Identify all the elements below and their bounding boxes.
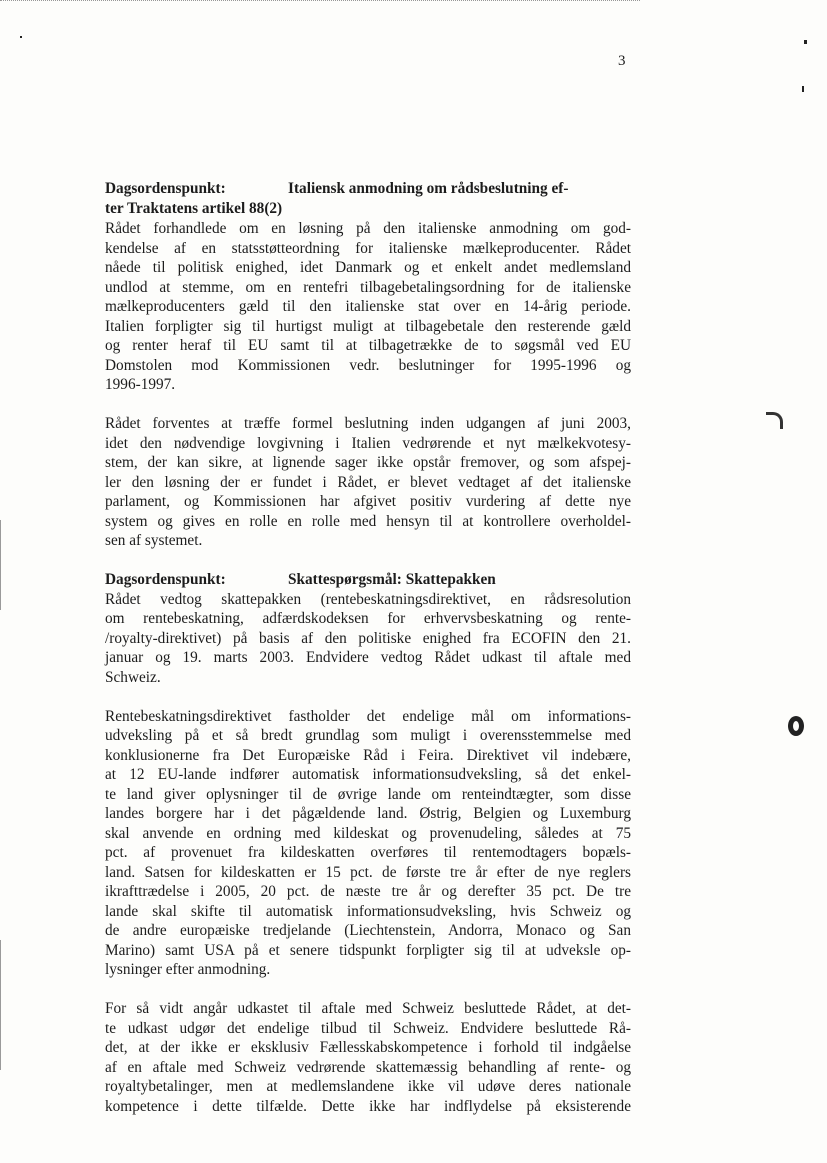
paragraph-line: om rentebeskatning, adfærdskodeksen for erhvervsbeskatning og rente-: [105, 610, 631, 627]
paragraph-line: ler den løsning der er fundet i Rådet, er blevet vedtaget af det italienske: [105, 474, 631, 491]
paragraph-line: For så vidt angår udkastet til aftale med Schweiz besluttede Rådet, at det-: [105, 1000, 631, 1017]
paragraph-line: de andre europæiske tredjelande (Liechtenstein, Andorra, Monaco og San: [105, 922, 631, 939]
paragraph-line: Italien forpligter sig til hurtigst muligt at tilbagebetale den resterende gæld: [105, 318, 631, 335]
paragraph-line: royaltybetalinger, men at medlemslandene ikke vil udøve deres nationale: [105, 1078, 631, 1095]
heading-label: Dagsordenspunkt:: [105, 180, 226, 197]
paragraph-line: ikrafttrædelse i 2005, 20 pct. de næste tre år og derefter 35 pct. De tre: [105, 883, 631, 900]
paragraph-line: stem, der kan sikre, at lignende sager ikke opstår fremover, og som afspej-: [105, 454, 631, 471]
paragraph-line: sen af systemet.: [105, 532, 203, 549]
section-heading-continued: ter Traktatens artikel 88(2): [105, 200, 283, 217]
paragraph-line: pct. af provenuet fra kildeskatten overføres til rentemodtagers bopæls-: [105, 844, 631, 861]
paragraph-line: lysninger efter anmodning.: [105, 961, 271, 978]
paragraph-line: /royalty-direktivet) på basis af den politiske enighed fra ECOFIN den 21.: [105, 630, 631, 647]
paragraph-line: landes borgere har i det pågældende land. Østrig, Belgien og Luxemburg: [105, 805, 631, 822]
heading-title: Italiensk anmodning om rådsbeslutning ef-: [288, 180, 569, 197]
paragraph-line: te land giver oplysninger til de øvrige lande om renteindtægter, som disse: [105, 786, 631, 803]
paragraph-line: 1996-1997.: [105, 376, 176, 393]
paragraph-line: nåede til politisk enighed, idet Danmark og et enkelt andet medlemsland: [105, 259, 631, 276]
paragraph-line: og renter heraf til EU samt til at tilbagetrække de to søgsmål ved EU: [105, 337, 631, 354]
paragraph-line: undlod at stemme, om en rentefri tilbagebetalingsordning for de italienske: [105, 279, 631, 296]
paragraph-line: skal anvende en ordning med kildeskat og provenudeling, således at 75: [105, 825, 631, 842]
scan-top-edge: [0, 0, 640, 3]
paragraph-line: Rådet forventes at træffe formel beslutning inden udgangen af juni 2003,: [105, 415, 631, 432]
scan-speck: [804, 40, 807, 44]
paragraph-line: januar og 19. marts 2003. Endvidere vedtog Rådet udkast til aftale med: [105, 649, 631, 666]
paragraph-line: Domstolen mod Kommissionen vedr. beslutninger for 1995-1996 og: [105, 357, 631, 374]
paragraph-line: at 12 EU-lande indfører automatisk informationsudveksling, så det enkel-: [105, 766, 631, 783]
paragraph-line: land. Satsen for kildeskatten er 15 pct. de første tre år efter de nye reglers: [105, 864, 631, 881]
paragraph-line: det, at der ikke er eksklusiv Fællesskabskompetence i forhold til indgåelse: [105, 1039, 631, 1056]
paragraph-line: idet den nødvendige lovgivning i Italien vedrørende et nyt mælkekvotesy-: [105, 435, 631, 452]
punch-hole: [788, 716, 804, 736]
scan-speck: [802, 86, 804, 92]
paragraph-line: parlament, og Kommissionen har afgivet positiv vurdering af dette nye: [105, 493, 631, 510]
paragraph-line: lande skal skifte til automatisk informationsudveksling, hvis Schweiz og: [105, 903, 631, 920]
paragraph-line: te udkast udgør det endelige tilbud til Schweiz. Endvidere besluttede Rå-: [105, 1020, 631, 1037]
paragraph-line: udveksling på et så bredt grundlag som muligt i overensstemmelse med: [105, 727, 631, 744]
paragraph-line: kendelse af en statsstøtteordning for italienske mælkeproducenter. Rådet: [105, 240, 631, 257]
section-heading: [105, 179, 631, 199]
scan-left-edge-line: [0, 940, 1, 1070]
scan-left-edge-line: [0, 520, 1, 610]
paragraph-line: mælkeproducenters gæld til den italienske stat over en 14-årig periode.: [105, 298, 631, 315]
paragraph-line: Schweiz.: [105, 669, 161, 686]
paragraph-line: af en aftale med Schweiz vedrørende skattemæssig behandling af rente- og: [105, 1059, 631, 1076]
heading-title: Skattespørgsmål: Skattepakken: [288, 571, 496, 588]
paragraph-line: Rådet forhandlede om en løsning på den italienske anmodning om god-: [105, 220, 631, 237]
scan-mark: [766, 412, 783, 429]
page-number: 3: [618, 53, 626, 69]
paragraph-line: Rådet vedtog skattepakken (rentebeskatningsdirektivet, en rådsresolution: [105, 591, 631, 608]
paragraph-line: konklusionerne fra Det Europæiske Råd i Feira. Direktivet vil indebære,: [105, 747, 631, 764]
paragraph-line: system og gives en rolle en rolle med hensyn til at kontrollere overholdel-: [105, 513, 631, 530]
paragraph-line: Marino) samt USA på et senere tidspunkt forpligter sig til at udveksle op-: [105, 942, 631, 959]
section-heading: [105, 570, 631, 590]
paragraph-line: kompetence i dette tilfælde. Dette ikke har indflydelse på eksisterende: [105, 1098, 631, 1115]
heading-label: Dagsordenspunkt:: [105, 571, 226, 588]
paragraph-line: Rentebeskatningsdirektivet fastholder det endelige mål om informations-: [105, 708, 631, 725]
scan-speck: [20, 36, 22, 38]
